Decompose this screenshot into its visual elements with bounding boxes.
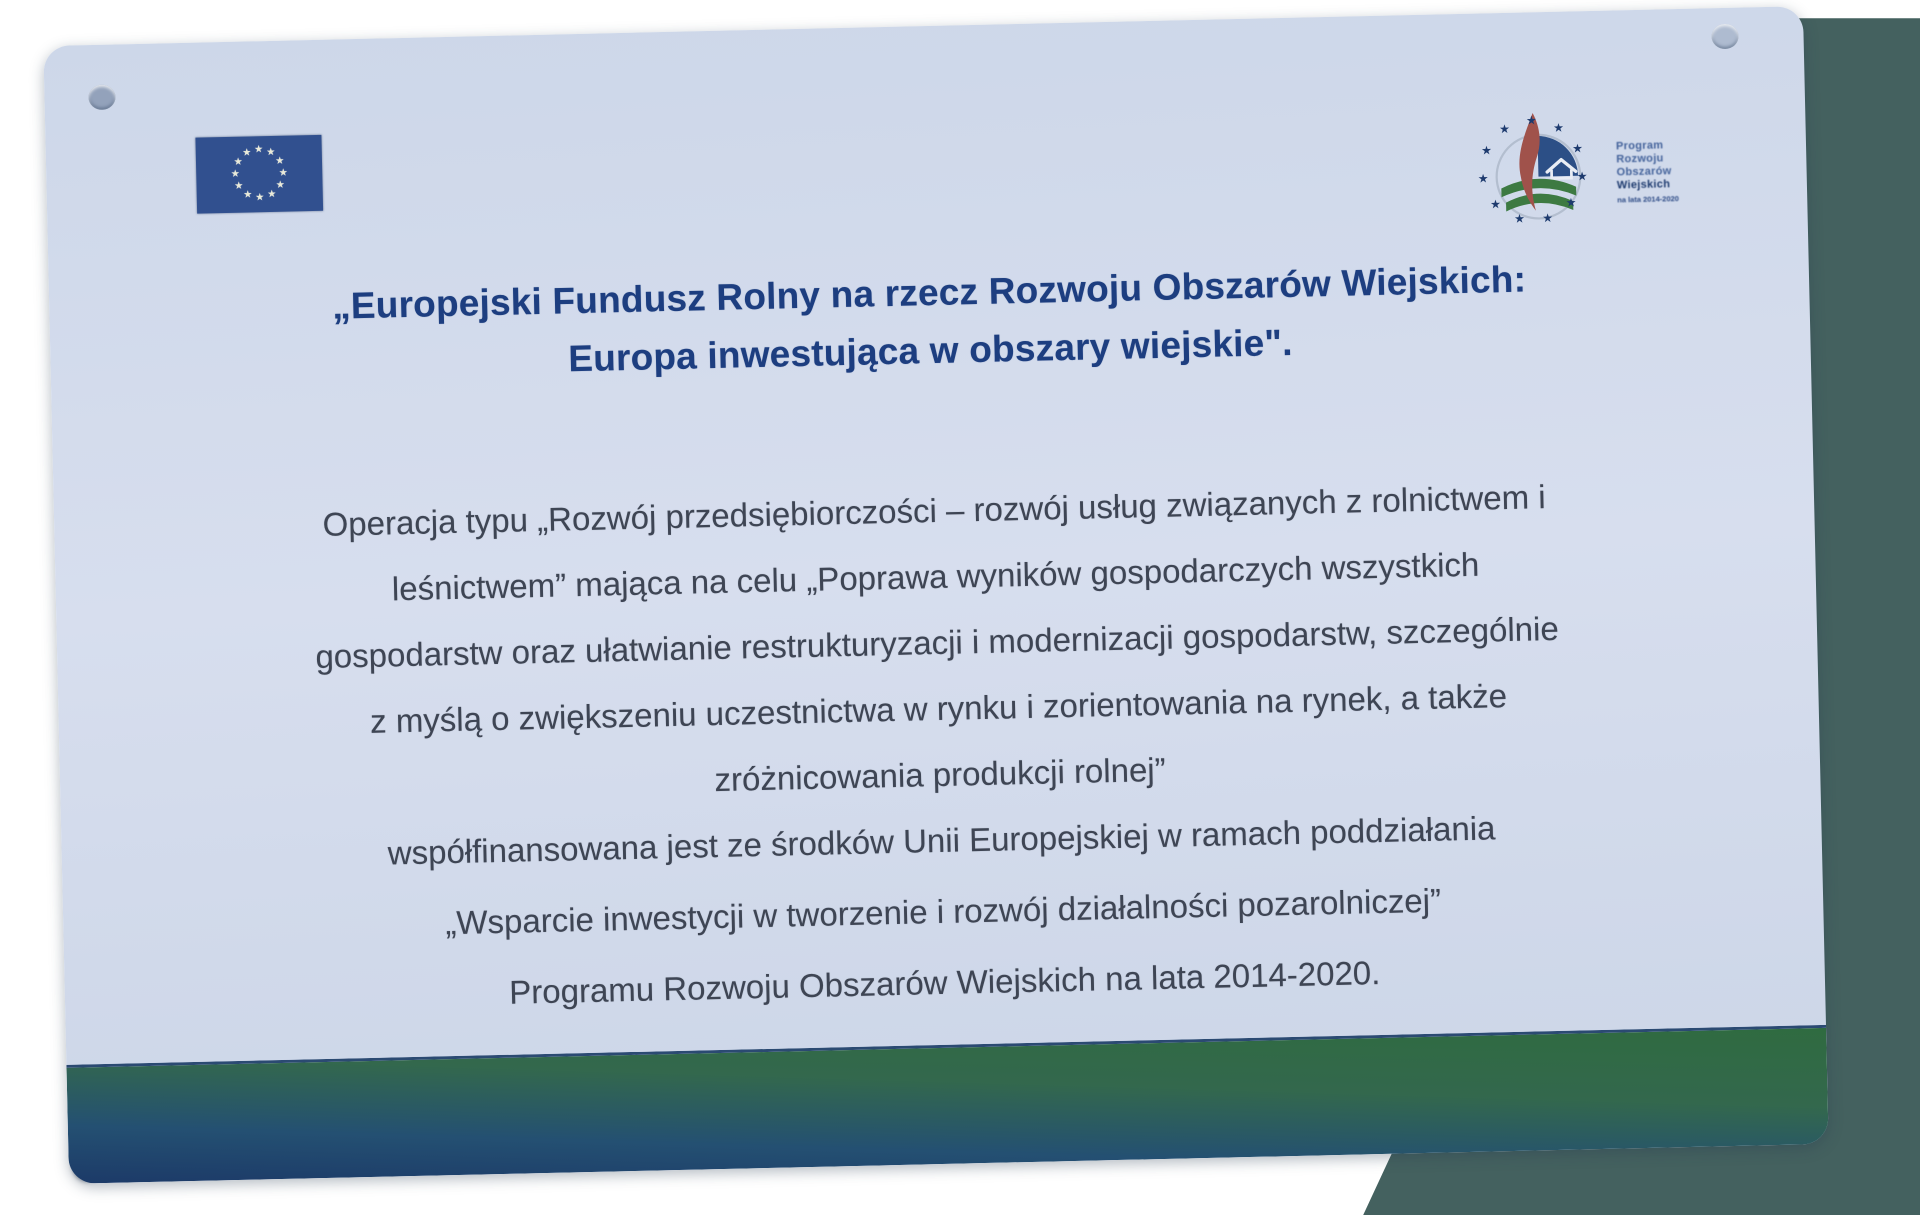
screw-top-left-icon [88, 84, 116, 110]
prow-caption-line: Rozwoju [1616, 152, 1664, 166]
prow-caption-years: na lata 2014-2020 [1617, 194, 1680, 205]
body-line: zróżnicowania produkcji rolnej” [714, 750, 1167, 799]
star-icon: ★ [1542, 210, 1554, 226]
star-icon: ★ [1571, 141, 1584, 156]
star-icon: ★ [1481, 143, 1493, 158]
heading-line-2: Europa inwestująca w obszary wiejskie". [567, 321, 1294, 380]
body-line: współfinansowana jest ze środków Unii Europejskiej w ramach poddziałania [387, 809, 1496, 872]
star-icon: ★ [278, 167, 288, 179]
star-icon: ★ [1513, 211, 1526, 226]
prow-caption-line: Obszarów [1616, 165, 1672, 179]
star-icon: ★ [1553, 120, 1565, 135]
prow-logo-caption [1616, 139, 1679, 204]
plaque-body-text [144, 460, 1736, 1034]
body-line: Programu Rozwoju Obszarów Wiejskich na lata 2014-2020. [508, 954, 1381, 1011]
star-icon: ★ [254, 144, 264, 156]
prow-emblem-graphic [1473, 105, 1608, 240]
star-icon: ★ [255, 192, 265, 204]
star-icon: ★ [230, 168, 240, 180]
star-icon: ★ [234, 180, 244, 192]
star-icon: ★ [1525, 113, 1537, 128]
body-line: z myślą o zwiększeniu uczestnictwa w rynku i zorientowania na rynek, a także [369, 677, 1508, 740]
heading-line-1: „Europejski Fundusz Rolny na rzecz Rozwoju Obszarów Wiejskich: [331, 258, 1527, 327]
star-icon: ★ [266, 147, 276, 159]
star-icon: ★ [243, 189, 253, 201]
star-icon: ★ [1489, 196, 1502, 212]
information-plaque [43, 6, 1828, 1184]
prow-logo [1473, 78, 1737, 254]
prow-caption-line: Program [1615, 139, 1664, 153]
star-icon: ★ [1565, 195, 1577, 210]
star-icon: ★ [275, 155, 285, 167]
plaque-heading [109, 245, 1751, 398]
screw-top-right-icon [1711, 24, 1739, 50]
star-icon: ★ [1477, 171, 1489, 186]
star-icon: ★ [1498, 121, 1511, 137]
star-icon: ★ [233, 156, 243, 168]
star-icon: ★ [242, 147, 252, 159]
body-line: Operacja typu „Rozwój przedsiębiorczości – rozwój usług związanych z rolnictwem i [322, 478, 1547, 543]
prow-emblem-icon [1473, 91, 1608, 244]
body-line: „Wsparcie inwestycji w tworzenie i rozwój działalności pozarolniczej” [444, 881, 1442, 942]
eu-flag [195, 135, 323, 214]
star-icon: ★ [1576, 169, 1588, 184]
body-line: gospodarstw oraz ułatwianie restrukturyzacji i modernizacji gospodarstw, szczególnie [315, 609, 1560, 676]
body-line: leśnictwem” mająca na celu „Poprawa wyników gospodarczych wszystkich [391, 545, 1480, 608]
prow-caption-line: Wiejskich [1616, 178, 1671, 192]
star-icon: ★ [275, 179, 285, 191]
star-icon: ★ [267, 188, 277, 200]
